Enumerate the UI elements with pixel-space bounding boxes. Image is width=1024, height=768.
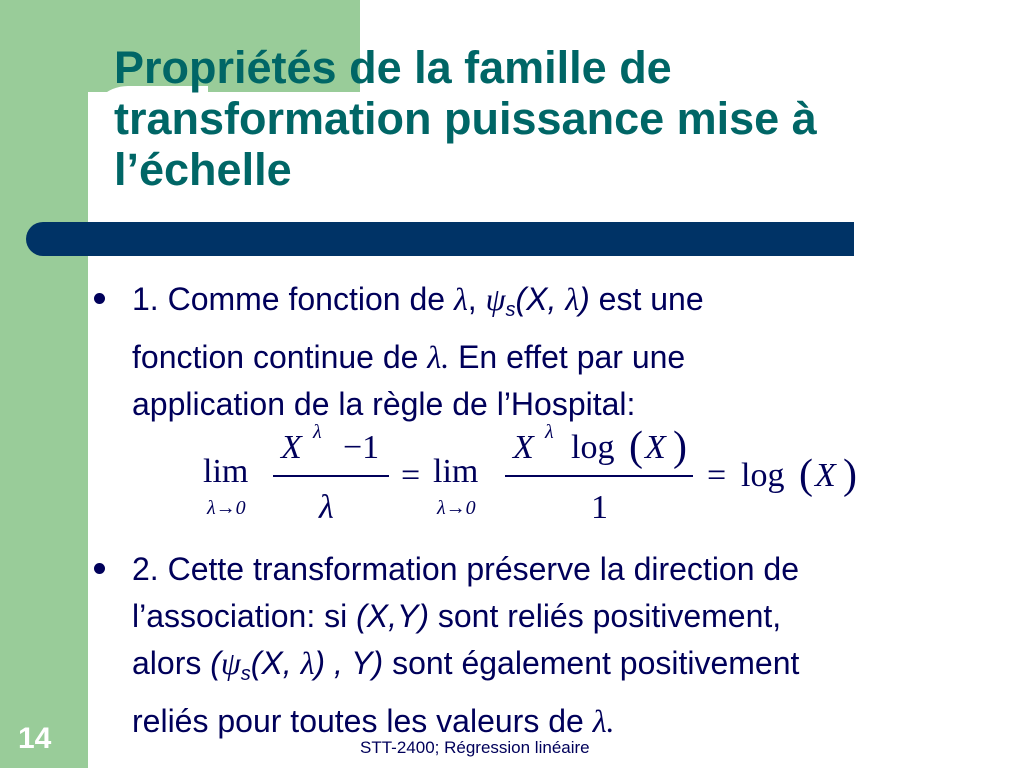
- text-fragment: alors: [132, 645, 211, 681]
- lim-subscript: λ→0: [207, 497, 246, 519]
- frac2-numerator-arg: X: [645, 429, 666, 466]
- psi-subscript: s: [505, 299, 516, 321]
- text-fragment: ,: [467, 281, 486, 317]
- frac1-numerator-rest: −1: [343, 429, 380, 466]
- bullet-2-text: [132, 546, 982, 745]
- paren-open: (: [629, 424, 643, 470]
- frac1-denominator: λ: [319, 489, 334, 526]
- lim-operator: lim: [203, 453, 249, 490]
- title-line-1: Propriétés de la famille de: [114, 42, 672, 93]
- text-fragment: En effet par une: [449, 339, 686, 375]
- psi-symbol: ψ: [220, 645, 241, 681]
- limit-equation: [195, 418, 895, 528]
- text-fragment: (X,: [515, 281, 566, 317]
- text-fragment: fonction continue de: [132, 339, 428, 375]
- lim-operator: lim: [433, 453, 479, 490]
- text-fragment: sont également positivement: [383, 645, 800, 681]
- text-fragment: (X,Y): [356, 598, 429, 634]
- equals-sign: =: [401, 457, 421, 494]
- lambda-symbol: λ.: [592, 703, 615, 739]
- paren-open: (: [799, 452, 813, 498]
- text-fragment: ) , Y): [314, 645, 384, 681]
- frac2-numerator-exponent: λ: [545, 421, 554, 443]
- equals-sign: =: [707, 457, 727, 494]
- text-fragment: (X,: [250, 645, 301, 681]
- lim-subscript: λ→0: [437, 497, 476, 519]
- bullet-1-line-1: [132, 276, 982, 334]
- frac1-numerator-exponent: λ: [313, 421, 322, 443]
- slide-title: [114, 42, 994, 195]
- text-fragment: 1. Comme fonction de: [132, 281, 454, 317]
- result-arg: X: [815, 457, 836, 494]
- bullet-1-line-3: application de la règle de l’Hospital:: [132, 386, 636, 422]
- bullet-dot-icon: [94, 563, 105, 574]
- frac2-numerator-base: X: [513, 429, 534, 466]
- lambda-symbol: λ: [453, 281, 468, 317]
- bullet-2-line-1: 2. Cette transformation préserve la direction de: [132, 551, 799, 587]
- result-log: log: [741, 457, 785, 494]
- frac2-numerator-log: log: [571, 429, 615, 466]
- footer-course: STT-2400; Régression linéaire: [360, 738, 590, 757]
- lambda-symbol: λ: [300, 645, 315, 681]
- lambda-symbol: λ.: [427, 339, 450, 375]
- frac1-numerator-base: X: [281, 429, 302, 466]
- psi-subscript: s: [240, 663, 251, 685]
- paren-close: ): [843, 452, 857, 498]
- text-fragment: est une: [589, 281, 704, 317]
- text-fragment: (: [210, 645, 221, 681]
- text-fragment: ): [579, 281, 590, 317]
- frac2-denominator: 1: [591, 489, 608, 526]
- bullet-2-line-3: [132, 640, 982, 698]
- paren-close: ): [673, 424, 687, 470]
- lambda-symbol: λ: [565, 281, 580, 317]
- title-line-3: l’échelle: [114, 144, 292, 195]
- bullet-dot-icon: [94, 293, 105, 304]
- bullet-1-line-2: [132, 334, 982, 381]
- title-line-2: transformation puissance mise à: [114, 93, 817, 144]
- decorative-blue-bar: [26, 222, 854, 256]
- psi-symbol: ψ: [485, 281, 506, 317]
- text-fragment: l’association: si: [132, 598, 357, 634]
- text-fragment: sont reliés positivement,: [428, 598, 782, 634]
- bullet-2-line-2: [132, 593, 982, 640]
- text-fragment: reliés pour toutes les valeurs de: [132, 703, 593, 739]
- bullet-1-text: [132, 276, 982, 428]
- slide-number: 14: [18, 722, 52, 755]
- decorative-green-band: [0, 0, 88, 768]
